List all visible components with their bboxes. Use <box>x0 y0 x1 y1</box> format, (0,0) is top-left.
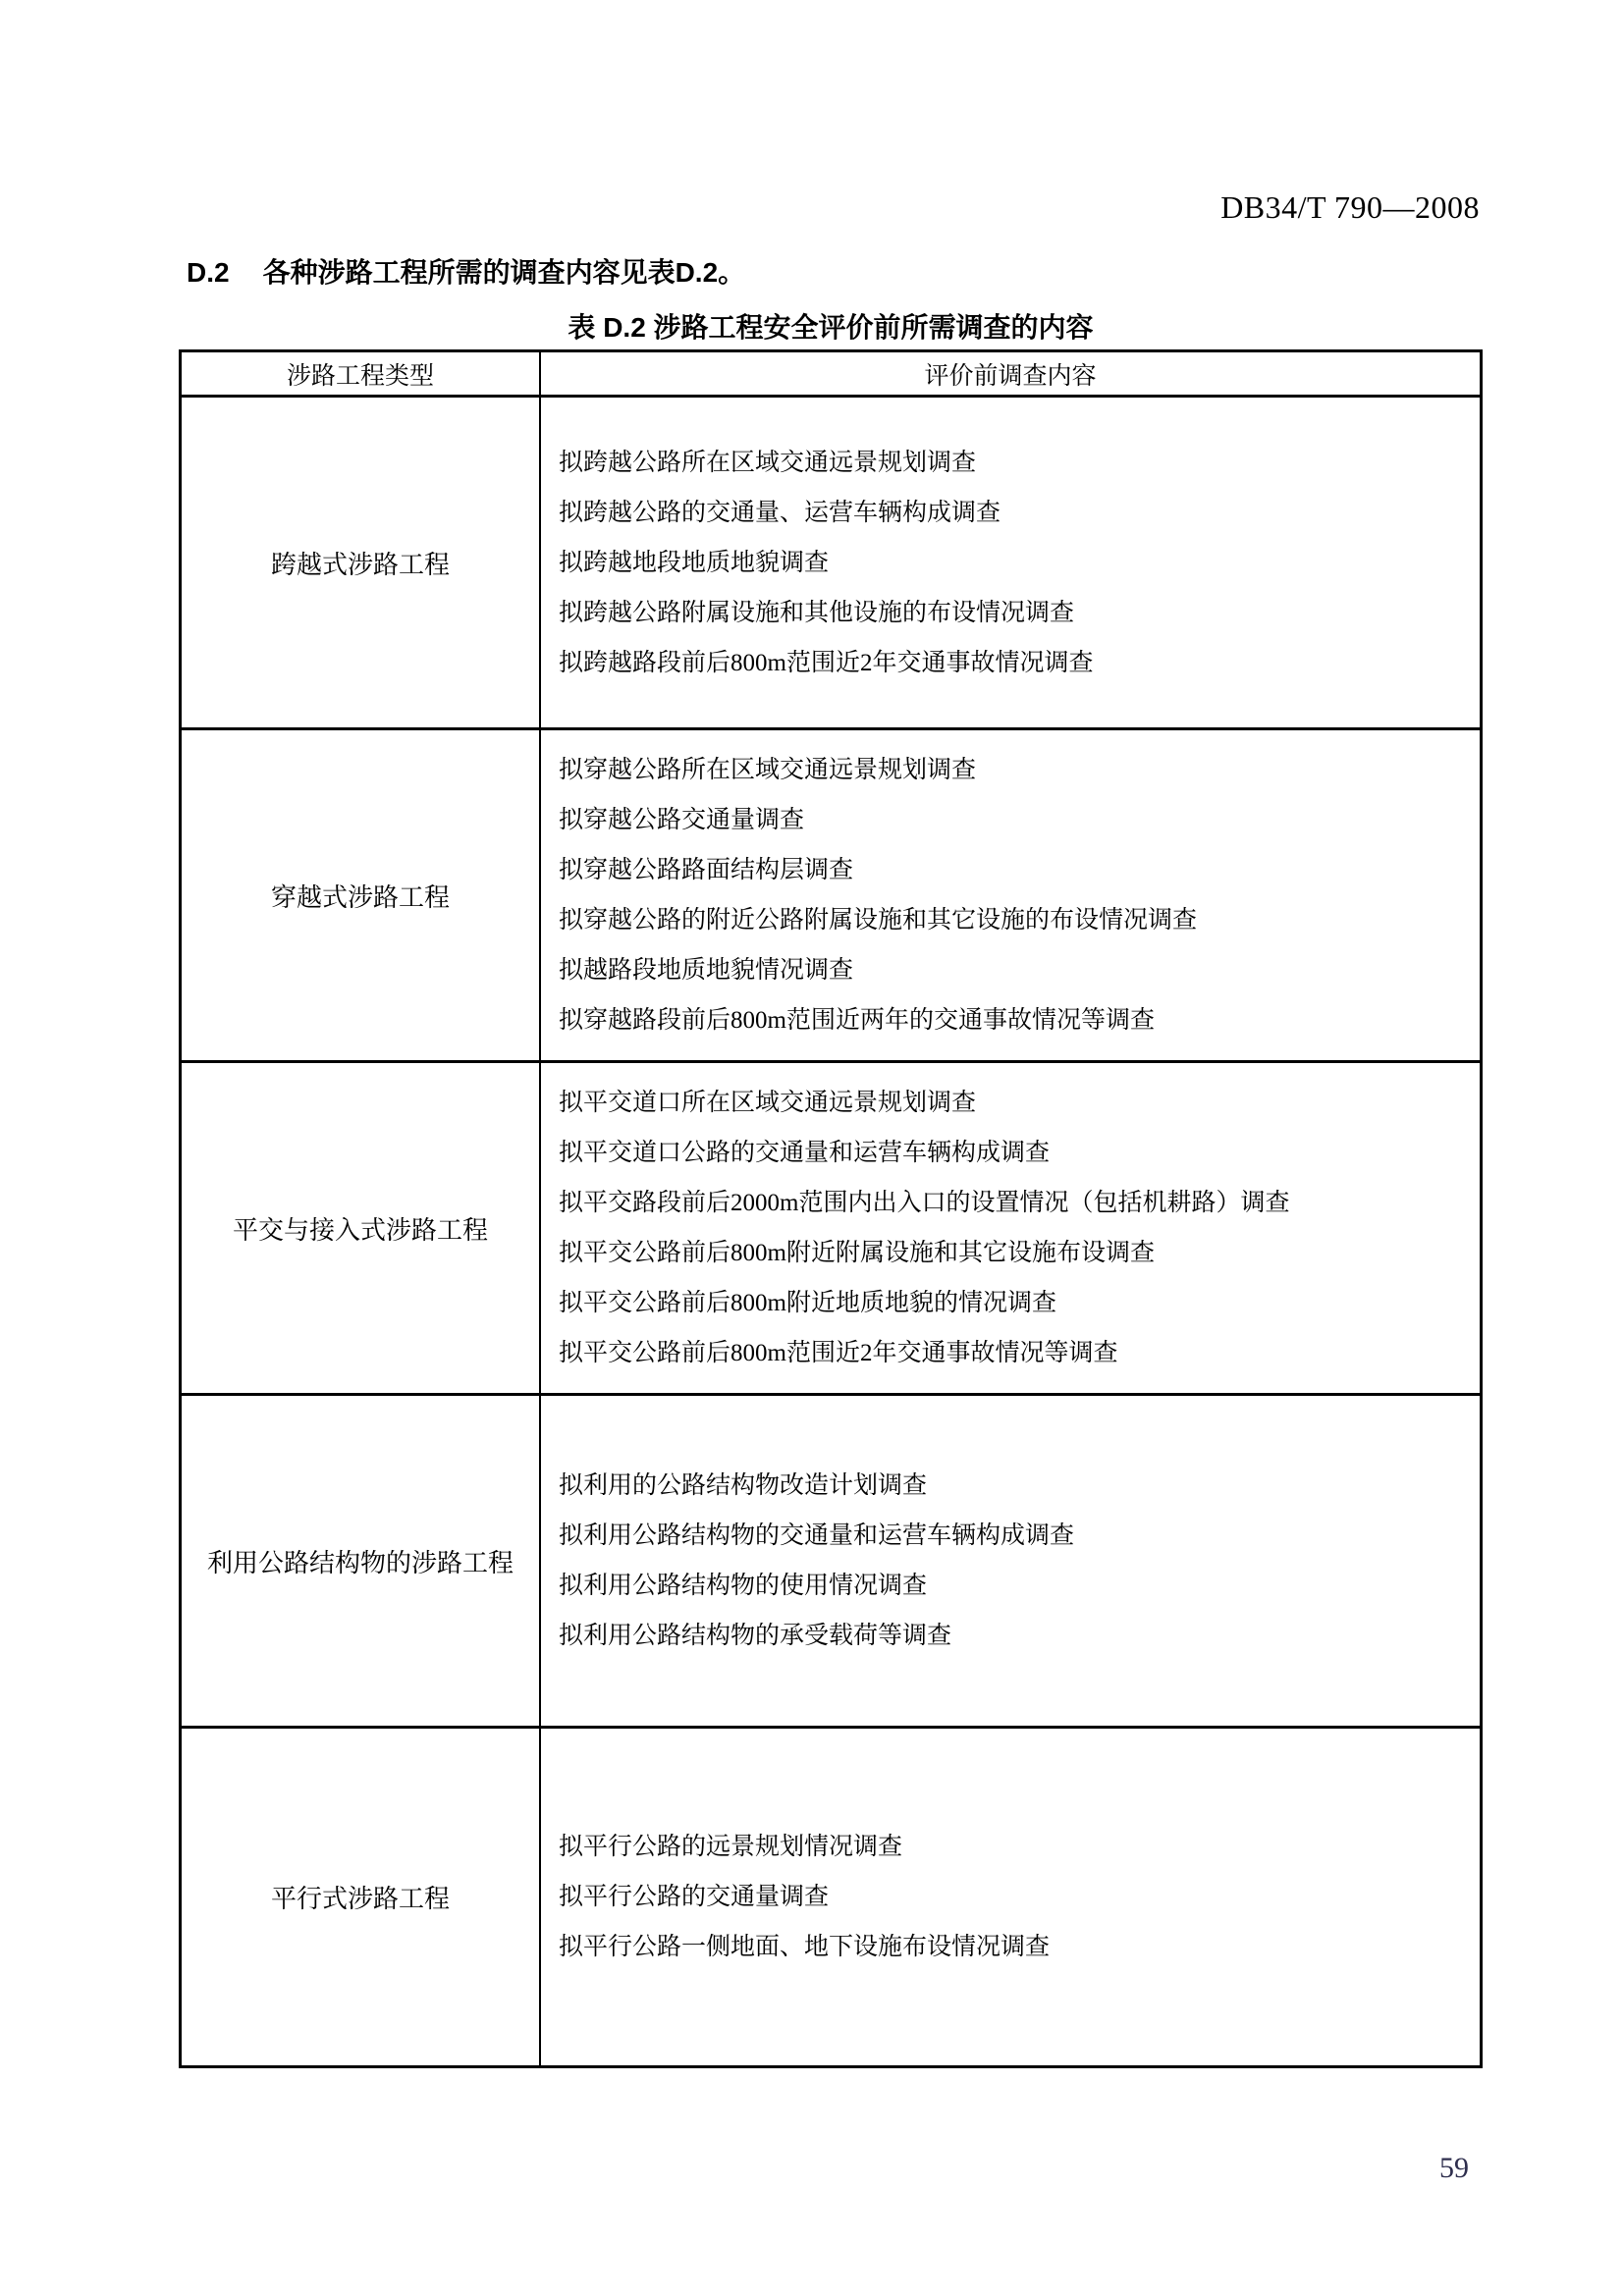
row-content <box>541 1396 1480 1726</box>
survey-item: 拟平交公路前后800m附近地质地貌的情况调查 <box>559 1290 1056 1316</box>
survey-item: 拟跨越公路附属设施和其他设施的布设情况调查 <box>559 599 1075 626</box>
standard-code: DB34/T 790—2008 <box>1220 189 1480 225</box>
survey-item: 拟利用公路结构物的使用情况调查 <box>559 1573 928 1599</box>
page-number: 59 <box>1439 2152 1469 2184</box>
table-title: 表 D.2 涉路工程安全评价前所需调查的内容 <box>568 312 1094 343</box>
survey-item: 拟利用的公路结构物改造计划调查 <box>559 1472 928 1499</box>
table-row <box>182 1396 1480 1729</box>
row-content <box>541 730 1480 1060</box>
survey-item: 拟平交公路前后800m范围近2年交通事故情况等调查 <box>559 1340 1118 1366</box>
survey-item: 拟平行公路的交通量调查 <box>559 1884 830 1910</box>
section-text: 各种涉路工程所需的调查内容见表D.2。 <box>262 257 746 288</box>
survey-item: 拟穿越路段前后800m范围近两年的交通事故情况等调查 <box>559 1007 1155 1034</box>
survey-item: 拟跨越公路所在区域交通远景规划调查 <box>559 449 977 476</box>
survey-item: 拟越路段地质地貌情况调查 <box>559 957 854 984</box>
row-type-label: 跨越式涉路工程 <box>182 398 541 727</box>
survey-item: 拟平行公路一侧地面、地下设施布设情况调查 <box>559 1934 1051 1960</box>
table-row <box>182 398 1480 730</box>
table-row <box>182 1063 1480 1396</box>
survey-item: 拟跨越地段地质地貌调查 <box>559 549 830 576</box>
section-heading <box>187 251 745 291</box>
table-row <box>182 730 1480 1063</box>
column-header-type: 涉路工程类型 <box>182 352 541 395</box>
table-header-row <box>182 352 1480 398</box>
survey-item: 拟利用公路结构物的承受载荷等调查 <box>559 1623 952 1649</box>
row-type-label: 平行式涉路工程 <box>182 1729 541 2065</box>
survey-item: 拟平交道口公路的交通量和运营车辆构成调查 <box>559 1140 1051 1166</box>
survey-item: 拟跨越公路的交通量、运营车辆构成调查 <box>559 499 1001 526</box>
column-header-content: 评价前调查内容 <box>924 362 1097 390</box>
row-type-label: 平交与接入式涉路工程 <box>182 1063 541 1393</box>
survey-item: 拟穿越公路路面结构层调查 <box>559 857 854 883</box>
survey-item: 拟平行公路的远景规划情况调查 <box>559 1834 903 1860</box>
row-content <box>541 398 1480 727</box>
survey-item: 拟穿越公路的附近公路附属设施和其它设施的布设情况调查 <box>559 907 1198 934</box>
row-content <box>541 1729 1480 2065</box>
survey-item: 拟平交公路前后800m附近附属设施和其它设施布设调查 <box>559 1240 1155 1266</box>
survey-item: 拟穿越公路交通量调查 <box>559 807 805 833</box>
section-number: D.2 <box>187 257 230 288</box>
survey-item: 拟利用公路结构物的交通量和运营车辆构成调查 <box>559 1522 1075 1549</box>
row-content <box>541 1063 1480 1393</box>
survey-item: 拟平交路段前后2000m范围内出入口的设置情况（包括机耕路）调查 <box>559 1190 1290 1216</box>
row-type-label: 利用公路结构物的涉路工程 <box>182 1396 541 1726</box>
table-row <box>182 1729 1480 2065</box>
survey-table <box>179 349 1483 2068</box>
survey-item: 拟跨越路段前后800m范围近2年交通事故情况调查 <box>559 649 1094 676</box>
row-type-label: 穿越式涉路工程 <box>182 730 541 1060</box>
survey-item: 拟平交道口所在区域交通远景规划调查 <box>559 1090 977 1116</box>
survey-item: 拟穿越公路所在区域交通远景规划调查 <box>559 757 977 783</box>
